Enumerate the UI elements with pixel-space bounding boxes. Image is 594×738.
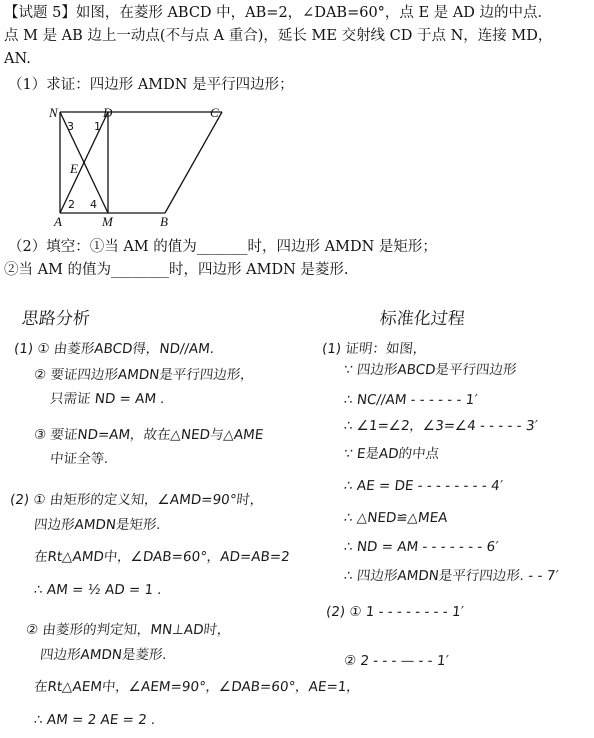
analysis-line: 在Rt△AEM中，∠AEM=90°，∠DAB=60°，AE=1， [33, 679, 361, 695]
solution-line: ∴ △NED≌△MEA [343, 510, 449, 526]
analysis-line: 中证全等. [49, 451, 110, 467]
point-M-label: M [102, 214, 113, 229]
point-E-label: E [70, 161, 78, 176]
solution-line: ∴ 四边形AMDN是平行四边形. - - 7′ [343, 568, 560, 584]
solution-line: ② 2 - - - — - - 1′ [343, 653, 450, 669]
question-2: （2）填空：①当 AM 的值为_______时，四边形 AMDN 是矩形； [8, 239, 437, 255]
point-A-label: A [54, 214, 62, 229]
analysis-line: ∴ AM = 2 AE = 2 . [33, 712, 157, 728]
solution-line: (1) 证明：如图， [321, 341, 428, 357]
rhombus-figure [0, 100, 240, 235]
analysis-line: ② 要证四边形AMDN是平行四边形， [33, 367, 255, 383]
analysis-line: 四边形AMDN是矩形. [33, 517, 162, 533]
solution-line: ∵ E是AD的中点 [343, 446, 440, 462]
segment-BC [165, 112, 222, 213]
problem-line-1: 【试题 5】如图，在菱形 ABCD 中，AB=2，∠DAB=60°，点 E 是 AD 边的中点． [4, 5, 553, 21]
analysis-line: (1) ① 由菱形ABCD得，ND//AM. [13, 341, 215, 357]
point-B-label: B [160, 214, 168, 229]
solution-line: ∵ 四边形ABCD是平行四边形 [343, 362, 518, 378]
angle-4-label: 4 [90, 198, 97, 211]
question-1: （1）求证：四边形 AMDN 是平行四边形； [8, 77, 294, 93]
angle-3-label: 3 [67, 120, 74, 133]
analysis-line: ② 由菱形的判定知，MN⊥AD时， [25, 622, 232, 638]
question-3: ②当 AM 的值为________时，四边形 AMDN 是菱形. [4, 262, 349, 278]
point-C-label: C [210, 105, 219, 120]
problem-line-3: AN. [4, 51, 31, 67]
solution-line: ∴ AE = DE - - - - - - - - 4′ [343, 478, 504, 494]
point-N-label: N [49, 105, 58, 120]
solution-heading: 标准化过程 [378, 309, 466, 329]
angle-2-label: 2 [68, 198, 75, 211]
problem-line-2: 点 M 是 AB 边上一动点(不与点 A 重合)，延长 ME 交射线 CD 于点 N，连接 MD， [4, 28, 553, 44]
solution-line: (2) ① 1 - - - - - - - - 1′ [325, 604, 465, 620]
analysis-line: (2) ① 由矩形的定义知，∠AMD=90°时， [9, 492, 265, 508]
analysis-line: 四边形AMDN是菱形. [39, 647, 168, 663]
analysis-line: ③ 要证ND=AM，故在△NED与△AME [33, 427, 265, 443]
solution-line: ∴ ∠1=∠2，∠3=∠4 - - - - - 3′ [343, 418, 539, 434]
point-D-label: D [103, 105, 113, 120]
analysis-line: ∴ AM = ½ AD = 1 . [33, 582, 163, 598]
analysis-line: 在Rt△AMD中，∠DAB=60°，AD=AB=2 [33, 549, 291, 565]
solution-line: ∴ NC//AM - - - - - - 1′ [343, 392, 479, 408]
analysis-line: 只需证 ND = AM . [49, 391, 166, 407]
solution-line: ∴ ND = AM - - - - - - - 6′ [343, 539, 500, 555]
angle-1-label: 1 [94, 120, 101, 133]
analysis-heading: 思路分析 [20, 309, 91, 329]
